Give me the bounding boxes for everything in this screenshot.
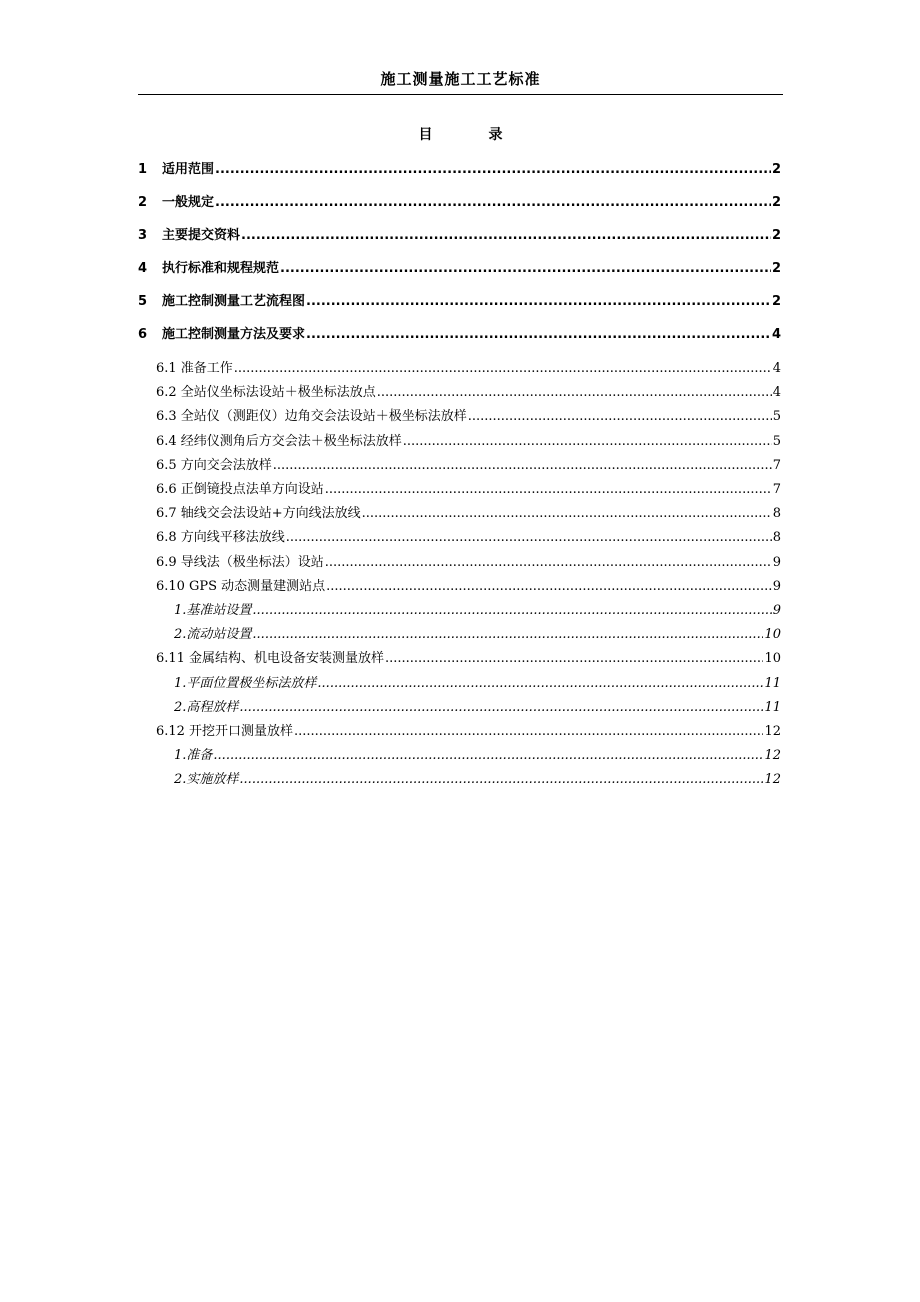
toc-dot-leader	[403, 434, 772, 449]
toc-entry-number: 2.	[174, 699, 187, 715]
toc-entry-number: 6.8	[156, 530, 177, 546]
toc-entry-page: 2	[771, 294, 781, 309]
toc-subentry[interactable]	[156, 551, 781, 570]
toc-entry-label: 一般规定	[162, 195, 215, 210]
toc-entry-page: 9	[772, 603, 781, 618]
toc-entry-label: 方向交会法放样	[180, 457, 272, 473]
toc-entry-number: 6.3	[156, 409, 177, 425]
toc-entry[interactable]	[138, 158, 781, 177]
toc-subentry[interactable]	[156, 526, 781, 545]
toc-entry-page: 4	[772, 361, 781, 376]
toc-entry[interactable]	[138, 290, 781, 309]
toc-entry-label: 平面位置极坐标法放样	[186, 675, 317, 691]
toc-dot-leader	[377, 385, 772, 400]
toc-entry-number: 3	[138, 228, 148, 243]
toc-dot-leader	[362, 506, 772, 521]
toc-entry-page: 10	[764, 627, 781, 643]
toc-dot-leader	[325, 482, 772, 497]
toc-entry[interactable]	[138, 257, 781, 276]
toc-subentry[interactable]	[156, 430, 781, 449]
toc-entry-number: 6.6	[156, 482, 177, 497]
toc-subentry[interactable]	[156, 381, 781, 400]
toc-entry-label: 高程放样	[186, 699, 239, 715]
toc-dot-leader	[215, 162, 771, 177]
toc-entry-label: 正倒镜投点法单方向设站	[180, 482, 324, 497]
toc-entry-number: 6	[138, 327, 148, 342]
toc-entry-page: 8	[772, 506, 781, 522]
toc-entry-label: 经纬仪测角后方交会法＋极坐标法放样	[180, 433, 402, 449]
toc-dot-leader	[273, 458, 772, 473]
toc-entry-page: 11	[764, 699, 781, 715]
toc-entry-label: 主要提交资料	[162, 228, 241, 243]
toc-entry-label: 适用范围	[162, 162, 215, 177]
toc-entry-number: 1.	[174, 748, 187, 764]
toc-entry-number: 6.12	[156, 724, 185, 739]
toc-entry-number: 6.4	[156, 433, 177, 449]
toc-subentry[interactable]	[156, 357, 781, 376]
toc-entry-label: 实施放样	[186, 772, 239, 788]
toc-entry-page: 2	[771, 195, 781, 210]
header-divider	[138, 94, 783, 95]
toc-dot-leader	[468, 409, 772, 424]
toc-entry-number: 6.2	[156, 385, 177, 401]
toc-entry-label: 基准站设置	[186, 603, 252, 618]
toc-subsubentry[interactable]	[174, 696, 781, 715]
toc-subsubentry[interactable]	[174, 672, 781, 691]
toc-entry-number: 6.11	[156, 651, 185, 667]
toc-dot-leader	[215, 195, 771, 210]
toc-dot-leader	[317, 676, 763, 691]
toc-entry-page: 12	[764, 772, 781, 788]
toc-subsubentry[interactable]	[174, 768, 781, 787]
toc-dot-leader	[239, 772, 763, 787]
toc-entry-label: 导线法（极坐标法）设站	[180, 554, 324, 570]
toc-entry[interactable]	[138, 191, 781, 210]
toc-heading	[138, 124, 783, 144]
toc-entry-page: 8	[772, 530, 781, 546]
toc-dot-leader	[306, 294, 771, 309]
toc-entry-label: 准备	[186, 748, 213, 764]
toc-entry-page: 4	[772, 385, 781, 401]
toc-dot-leader	[306, 327, 771, 342]
toc-dot-leader	[325, 555, 772, 570]
toc-entry-label: 施工控制测量方法及要求	[162, 327, 306, 342]
toc-entry-number: 5	[138, 294, 148, 309]
toc-subentry[interactable]	[156, 502, 781, 521]
toc-entry-page: 5	[772, 433, 781, 449]
toc-entry-label: 流动站设置	[186, 627, 252, 643]
toc-entry-page: 2	[771, 162, 781, 177]
toc-subsubentry[interactable]	[174, 623, 781, 642]
toc-entry[interactable]	[138, 224, 781, 243]
toc-entry-page: 9	[772, 578, 781, 594]
toc-entry-page: 12	[764, 748, 781, 764]
toc-entry-number: 4	[138, 261, 148, 276]
toc-entry-label: 全站仪坐标法设站＋极坐标法放点	[180, 385, 376, 401]
toc-entry-label: 方向线平移法放线	[180, 530, 285, 546]
toc-entry-page: 2	[771, 228, 781, 243]
toc-entry-label: 轴线交会法设站+方向线法放线	[180, 506, 361, 522]
toc-dot-leader	[213, 748, 763, 763]
toc-dot-leader	[252, 603, 771, 618]
toc-entry-number: 6.5	[156, 457, 177, 473]
toc-entry-number: 2.	[174, 772, 187, 788]
toc-dot-leader	[326, 579, 772, 594]
toc-subentry[interactable]	[156, 405, 781, 424]
toc-heading-left: 目	[418, 127, 433, 143]
toc-entry-number: 1.	[174, 603, 187, 618]
toc-entry-number: 6.1	[156, 361, 177, 376]
toc-entry-number: 6.10	[156, 578, 185, 594]
toc-dot-leader	[294, 724, 763, 739]
toc-entry-number: 2.	[174, 627, 187, 643]
toc-dot-leader	[280, 261, 771, 276]
toc-entry-label: 金属结构、机电设备安装测量放样	[188, 651, 384, 667]
toc-entry-label: 准备工作	[180, 361, 233, 376]
toc-entry-page: 12	[764, 724, 781, 739]
toc-dot-leader	[252, 627, 763, 642]
toc-subentry[interactable]	[156, 478, 781, 497]
toc-entry[interactable]	[138, 323, 781, 342]
toc-subentry[interactable]	[156, 720, 781, 739]
toc-entry-label: 施工控制测量工艺流程图	[162, 294, 306, 309]
toc-dot-leader	[241, 228, 771, 243]
toc-heading-right: 录	[488, 127, 503, 143]
toc-entry-number: 6.9	[156, 554, 177, 570]
toc-entry-page: 7	[772, 457, 781, 473]
toc-entry-label: 全站仪（测距仪）边角交会法设站＋极坐标法放样	[180, 409, 467, 425]
toc-entry-page: 11	[764, 675, 781, 691]
toc-subentry[interactable]	[156, 575, 781, 594]
document-header-title: 施工测量施工工艺标准	[380, 70, 541, 88]
toc-entry-page: 5	[772, 409, 781, 425]
toc-entry-number: 1.	[174, 675, 187, 691]
toc-entry-page: 4	[771, 327, 781, 342]
toc-entry-label: 开挖开口测量放样	[188, 724, 293, 739]
toc-entry-page: 10	[764, 651, 781, 667]
toc-dot-leader	[239, 700, 763, 715]
toc-entry-page: 7	[772, 482, 781, 497]
toc-entry-page: 2	[771, 261, 781, 276]
toc-entry-number: 1	[138, 162, 148, 177]
toc-entry-page: 9	[772, 554, 781, 570]
toc-dot-leader	[234, 361, 772, 376]
toc-entry-label: GPS 动态测量建测站点	[188, 578, 326, 594]
toc-subsubentry[interactable]	[174, 599, 781, 618]
toc-subsubentry[interactable]	[174, 744, 781, 763]
toc-dot-leader	[385, 651, 763, 666]
toc-entry-label: 执行标准和规程规范	[162, 261, 280, 276]
toc-subentry[interactable]	[156, 454, 781, 473]
toc-entry-number: 6.7	[156, 506, 177, 522]
toc-dot-leader	[286, 530, 772, 545]
toc-subentry[interactable]	[156, 647, 781, 666]
toc-entry-number: 2	[138, 195, 148, 210]
